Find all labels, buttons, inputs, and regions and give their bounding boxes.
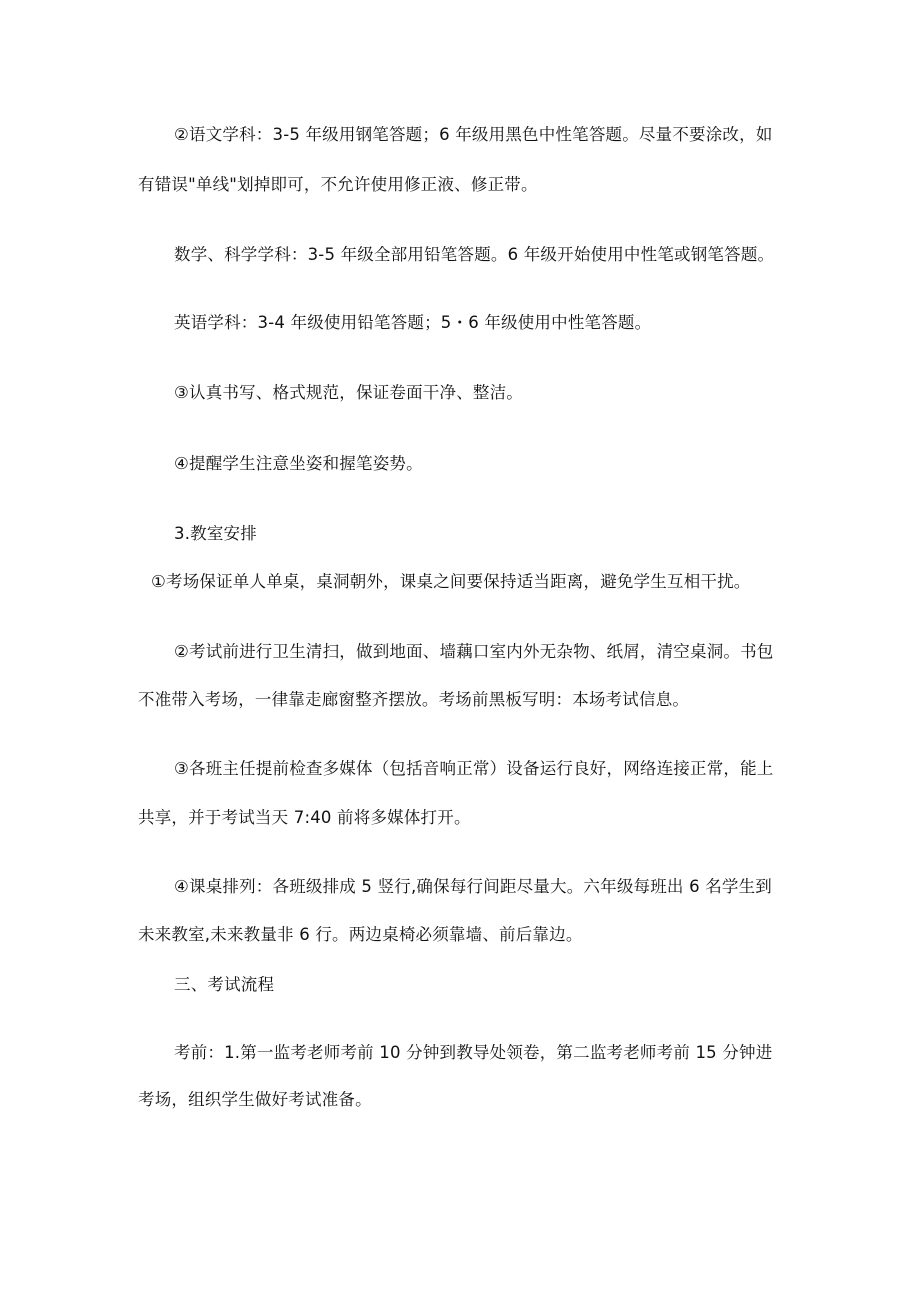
paragraph-neat-writing: ③认真书写、格式规范，保证卷面干净、整洁。 xyxy=(174,383,523,402)
paragraph-chinese-rules-line2: 有错误"单线"划掉即可，不允许使用修正液、修正带。 xyxy=(138,175,538,194)
section-heading-exam-process: 三、考试流程 xyxy=(174,975,275,994)
paragraph-english-rules: 英语学科：3-4 年级使用铅笔答题；5・6 年级使用中性笔答题。 xyxy=(174,313,652,332)
paragraph-cleaning-line2: 不准带入考场，一律靠走廊窗整齐摆放。考场前黑板写明：本场考试信息。 xyxy=(138,690,690,709)
section-heading-classroom: 3.教室安排 xyxy=(174,524,257,543)
paragraph-single-desks: ①考场保证单人单桌，桌洞朝外，课桌之间要保持适当距离，避免学生互相干扰。 xyxy=(151,572,751,591)
paragraph-pre-exam-line1: 考前：1.第一监考老师考前 10 分钟到教导处领卷，第二监考老师考前 15 分钟进 xyxy=(174,1043,773,1062)
paragraph-multimedia-line1: ③各班主任提前检查多媒体（包括音响正常）设备运行良好，网络连接正常，能上 xyxy=(174,759,774,778)
paragraph-multimedia-line2: 共享，并于考试当天 7:40 前将多媒体打开。 xyxy=(138,808,471,827)
paragraph-cleaning-line1: ②考试前进行卫生清扫，做到地面、墙藕口室内外无杂物、纸屑，清空桌洞。书包 xyxy=(174,642,774,661)
paragraph-pre-exam-line2: 考场，组织学生做好考试准备。 xyxy=(138,1090,372,1109)
paragraph-desk-layout-line2: 未来教室,未来教量非 6 行。两边桌椅必须靠墙、前后靠边。 xyxy=(138,925,583,944)
paragraph-math-science-rules: 数学、科学学科：3-5 年级全部用铅笔答题。6 年级开始使用中性笔或钢笔答题。 xyxy=(174,245,775,264)
paragraph-posture-reminder: ④提醒学生注意坐姿和握笔姿势。 xyxy=(174,454,423,473)
paragraph-desk-layout-line1: ④课桌排列：各班级排成 5 竖行,确保每行间距尽量大。六年级每班出 6 名学生到 xyxy=(174,877,773,896)
paragraph-chinese-rules-line1: ②语文学科：3-5 年级用钢笔答题；6 年级用黑色中性笔答题。尽量不要涂改，如 xyxy=(174,125,773,144)
